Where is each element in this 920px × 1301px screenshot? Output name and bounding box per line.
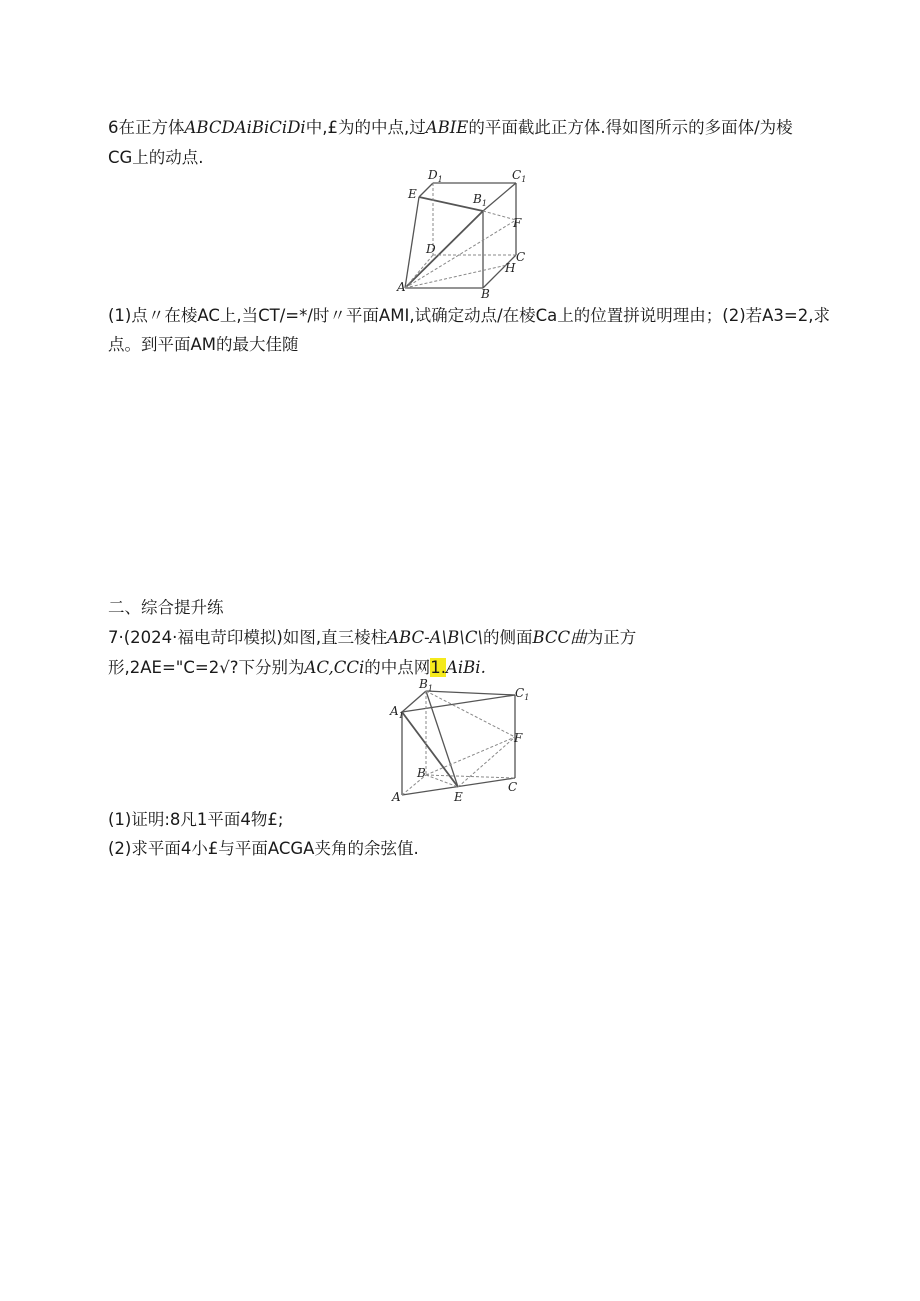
problem6-statement-line1 <box>108 117 793 139</box>
problem7-points: AC,CCi <box>304 658 365 677</box>
edge-D1E <box>419 183 433 197</box>
problem6-question-line1: (1)点〃在棱AC上,当CT/=*/时〃平面AMI,试确定动点/在棱Ca上的位置拼说明理由；(2)若A3=2,求 <box>108 306 830 325</box>
label-A: A <box>397 280 406 294</box>
edge-AB1 <box>405 211 483 288</box>
label-D1: $D_1$ <box>428 168 443 184</box>
problem7-text-c: 的侧面 <box>483 628 533 647</box>
label-B1: $B_1$ <box>419 677 433 693</box>
problem6-text-a: 6在正方体 <box>108 118 185 137</box>
edge-B1C1 <box>426 691 515 695</box>
label-E: E <box>454 790 463 804</box>
problem7-prism-figure <box>388 675 533 805</box>
label-E: E <box>408 187 417 201</box>
problem7-text-2c: 的中点网 <box>364 658 431 677</box>
segment-AF <box>405 220 516 288</box>
problem7-text-2a: 形,2AE="C=2√?下分别为 <box>108 658 305 677</box>
segment-AH <box>405 265 507 288</box>
problem7-question1: (1)证明:8凡1平面4物£; <box>108 810 284 829</box>
problem7-text-e: 为正方 <box>586 628 637 647</box>
highlight-mark: 1. <box>430 658 446 677</box>
problem7-question2: (2)求平面4小£与平面ACGA夹角的余弦值. <box>108 839 419 858</box>
label-F: F <box>513 216 522 230</box>
label-C: C <box>508 780 518 794</box>
problem6-question-line2: 点。到平面AM的最大佳随 <box>108 335 299 354</box>
problem6-plane-name: ABIE <box>425 118 469 137</box>
label-D: D <box>426 242 436 256</box>
edge-EA <box>405 197 419 288</box>
label-C: C <box>516 250 526 264</box>
label-H: H <box>505 261 516 275</box>
label-B: B <box>481 287 490 300</box>
problem6-cube-figure <box>395 165 535 300</box>
problem7-statement-line1 <box>108 627 636 649</box>
edge-B1C1 <box>483 183 516 211</box>
prism-diagram <box>388 675 533 805</box>
problem6-cube-name: ABCDAiBiCiDi <box>184 118 306 137</box>
label-A: A <box>392 790 401 804</box>
problem7-prism-name: ABC-A\B\C\ <box>387 628 483 647</box>
label-C1: $C_1$ <box>512 168 527 184</box>
segment-BF <box>426 737 515 775</box>
problem7-text-a: 7·(2024·福电苛印模拟)如图,直三棱柱 <box>108 628 388 647</box>
section-title: 二、综合提升练 <box>108 598 224 617</box>
problem6-statement-line2: CG上的动点. <box>108 148 204 167</box>
label-B: B <box>417 766 426 780</box>
label-B1: $B_1$ <box>473 192 487 208</box>
label-A1: $A_1$ <box>390 704 404 720</box>
segment-B1F <box>483 211 516 220</box>
problem7-text-2e: AiBi. <box>445 658 486 677</box>
segment-A1E <box>402 712 458 787</box>
label-C1: $C_1$ <box>515 686 530 702</box>
problem7-face-name: BCC曲 <box>532 628 587 647</box>
cube-diagram <box>395 165 535 300</box>
problem6-text-e: 的平面截此正方体.得如图所示的多面体/为棱 <box>468 118 793 137</box>
problem6-text-c: 中,£为的中点,过 <box>305 118 426 137</box>
label-F: F <box>514 731 523 745</box>
